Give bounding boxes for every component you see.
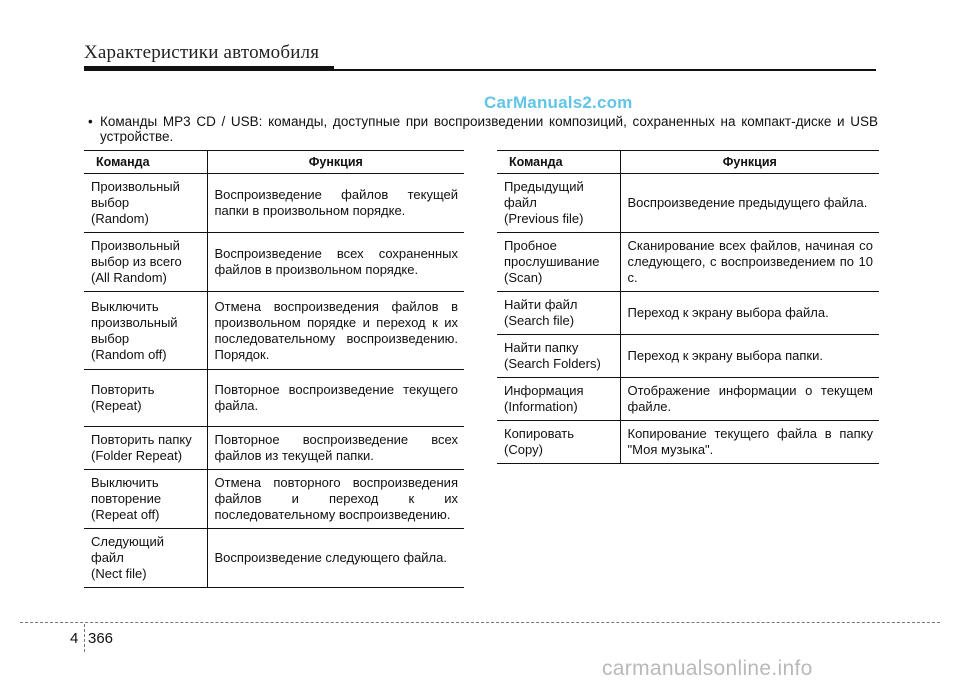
- table-row: [497, 421, 879, 464]
- function-cell: Воспроизведение всех сохраненных файлов в произвольном порядке.: [207, 233, 464, 292]
- command-cell: Копировать (Copy): [497, 421, 620, 464]
- function-cell: Повторное воспроизведение всех файлов из текущей папки.: [207, 427, 464, 470]
- command-cell: Найти папку (Search Folders): [497, 335, 620, 378]
- page-header-title: Характеристики автомобиля: [84, 42, 320, 63]
- function-cell: Сканирование всех файлов, начиная со следующего, с воспроизведением по 10 с.: [620, 233, 879, 292]
- table-row: [497, 378, 879, 421]
- page-number: 366: [88, 630, 114, 647]
- table-row: [497, 174, 879, 233]
- column-header-command: Команда: [84, 151, 207, 174]
- intro-text: Команды MP3 CD / USB: команды, доступные при воспроизведении композиций, сохраненных на компакт-диске и USB устройстве.: [100, 114, 878, 144]
- table-row: [84, 174, 464, 233]
- table-row: [84, 529, 464, 588]
- command-cell: Найти файл (Search file): [497, 292, 620, 335]
- watermark-bottom: carmanualsonline.info: [602, 657, 813, 680]
- bullet-dot: •: [88, 114, 93, 129]
- command-cell: Выключить повторение (Repeat off): [84, 470, 207, 529]
- table-row: [84, 427, 464, 470]
- column-header-function: Функция: [620, 151, 879, 174]
- table-row: [84, 470, 464, 529]
- watermark-top: CarManuals2.com: [484, 93, 633, 112]
- intro-bullet-paragraph: [88, 114, 878, 144]
- footer-dashed-separator: [84, 624, 85, 652]
- column-header-command: Команда: [497, 151, 620, 174]
- table-row: [84, 233, 464, 292]
- command-cell: Произвольный выбор из всего (All Random): [84, 233, 207, 292]
- footer-dashed-rule: [20, 622, 940, 623]
- function-cell: Отображение информации о текущем файле.: [620, 378, 879, 421]
- function-cell: Воспроизведение следующего файла.: [207, 529, 464, 588]
- table-row: [497, 292, 879, 335]
- command-cell: Повторить папку (Folder Repeat): [84, 427, 207, 470]
- function-cell: Копирование текущего файла в папку "Моя музыка".: [620, 421, 879, 464]
- function-cell: Воспроизведение файлов текущей папки в произвольном порядке.: [207, 174, 464, 233]
- table-row: [497, 335, 879, 378]
- commands-table-left: [84, 150, 464, 588]
- header-rule-thin: [334, 69, 876, 71]
- command-cell: Произвольный выбор (Random): [84, 174, 207, 233]
- header-rule-thick: [84, 66, 334, 71]
- commands-table-right: [497, 150, 879, 464]
- column-header-function: Функция: [207, 151, 464, 174]
- function-cell: Отмена повторного воспроизведения файлов и переход к их последовательному воспроизведению.: [207, 470, 464, 529]
- function-cell: Повторное воспроизведение текущего файла.: [207, 370, 464, 427]
- function-cell: Переход к экрану выбора файла.: [620, 292, 879, 335]
- table-row: [497, 233, 879, 292]
- command-cell: Пробное прослушивание (Scan): [497, 233, 620, 292]
- function-cell: Отмена воспроизведения файлов в произвольном порядке и переход к их последовательному воспроизведению. Порядок.: [207, 292, 464, 370]
- command-cell: Информация (Information): [497, 378, 620, 421]
- table-row: [84, 370, 464, 427]
- command-cell: Следующий файл (Nect file): [84, 529, 207, 588]
- command-cell: Повторить (Repeat): [84, 370, 207, 427]
- table-row: [84, 292, 464, 370]
- function-cell: Воспроизведение предыдущего файла.: [620, 174, 879, 233]
- command-cell: Предыдущий файл (Previous file): [497, 174, 620, 233]
- command-cell: Выключить произвольный выбор (Random off): [84, 292, 207, 370]
- function-cell: Переход к экрану выбора папки.: [620, 335, 879, 378]
- chapter-number: 4: [70, 630, 79, 647]
